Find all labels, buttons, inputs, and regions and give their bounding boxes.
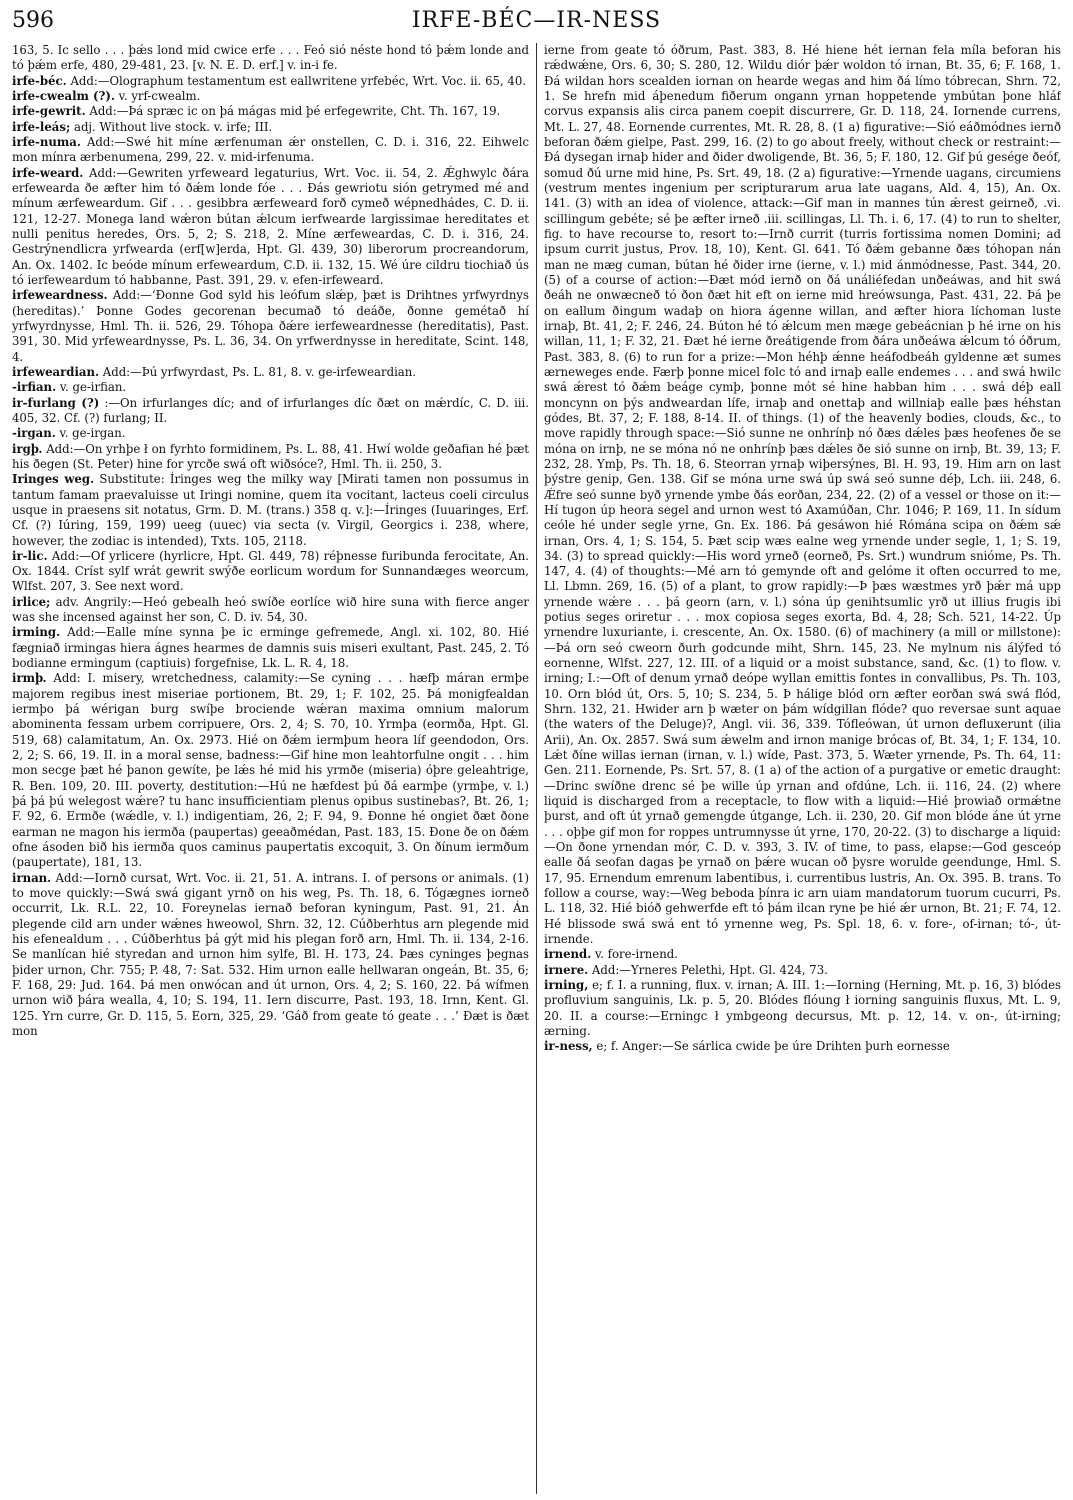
entry-text: Add:—Þá spræc ic on þá mágas mid þé erfegewrite, Cht. Th. 167, 19. xyxy=(89,104,501,119)
entry-headword: irfe-béc. xyxy=(12,73,67,88)
dictionary-entry xyxy=(12,365,529,380)
entry-text: e; f. Anger:—Se sárlica cwide þe úre Drihten þurh eornesse xyxy=(596,1039,950,1054)
entry-text: v. ge-irfian. xyxy=(59,380,127,395)
entry-headword: irgþ. xyxy=(12,441,43,456)
dictionary-entry xyxy=(12,166,529,289)
right-column xyxy=(536,43,1061,1494)
entry-text: adv. Angrily:—Heó gebealh heó swíðe eorlíce wið hire suna with fierce anger was she incensed against her son, C. D. iv. 54, 30. xyxy=(12,594,529,625)
entry-text: :—On irfurlanges díc; and of irfurlanges díc ðæt on mǽrdíc, C. D. iii. 405, 32. Cf. (?) furlang; II. xyxy=(12,395,529,425)
dictionary-entry xyxy=(544,947,1061,962)
entry-text: Add: I. misery, wretchedness, calamity:—Se cyning . . . hæfþ máran ermþe majorem regibus inest miseriae portionem, Bt. 29, 1; F. 102, 25. Þá monigfealdan iermþo þá wérigan burg swíþe brociende wǽran maxima omnium malorum abominenta fessam urbem corripuere, Ors. 2, 4; S. 70, 10. Yrmþa (eormða, Hpt. Gl. 519, 68) calamitatum, An. Ox. 2973. Hié on ðǽm iermþum heora líf geendodon, Ors. 2, 2; S. 66, 19. II. in a moral sense, badness:—Gif hine mon leahtorfulne ongit . . . him mon secge þæt hé þanon gewíte, þe lǽs hé mid his yrmðe (miseria) óþre geleahtrige, R. Ben. 109, 20. III. poverty, destitution:—Hú ne hæfdest þú ðá earmþe (yrmþe, v. l.) þá þá þú welegost wǽre? tu hanc insufficientiam plenus opibus sustinebas?, Bt. 26, 1; F. 92, 6. Ermðe (wǽdle, v. l.) indigentiam, 26, 2; F. 94, 9. Ðonne hé ongiet ðæt ðone earman ne magon his iermða (paupertas) geeaðmédan, Past. 183, 15. Ðone ðe on ðǽm ofne ásoden bið his iermða quos caminus paupertatis excoquit, 3. On ðínum iermðum (paupertate), 181, 13. xyxy=(12,671,529,870)
entry-headword: irlice; xyxy=(12,594,51,609)
entry-headword: irnend. xyxy=(544,947,592,962)
entry-text: Add:—Of yrlicere (hyrlicre, Hpt. Gl. 449, 78) réþnesse furibunda ferocitate, An. Ox. 1844. Críst sylf wrát gewrit swýðe eorlicum wordum for Sunnandæges weorcum, Wlfst. 207, 3. See next word. xyxy=(12,548,529,594)
entry-headword: Iringes weg. xyxy=(12,472,95,487)
dictionary-entry xyxy=(12,442,529,473)
entry-headword: irmþ. xyxy=(12,671,47,686)
dictionary-entry xyxy=(544,963,1061,978)
entry-headword: ir-ness, xyxy=(544,1039,593,1054)
entry-headword: irming. xyxy=(12,625,61,640)
entry-headword: irfe-cwealm (?). xyxy=(12,88,115,103)
dictionary-entry xyxy=(544,43,1061,947)
entry-text: Add:—Yrneres Pelethi, Hpt. Gl. 424, 73. xyxy=(591,962,828,977)
entry-headword: irnan. xyxy=(12,870,52,885)
entry-text: 163, 5. Ic sello . . . þǽs lond mid cwice erfe . . . Feó sió néste hond tó þǽm londe and tó þǽm erfe, 480, 29-481, 23. [v. N. E. D. erf.] v. in-i fe. xyxy=(12,43,529,73)
entry-text: adj. Without live stock. v. irfe; III. xyxy=(73,119,273,134)
entry-headword: irfe-weard. xyxy=(12,165,84,180)
entry-text: Substitute: Íringes weg the milky way [Mirati tamen non possumus in tantum famam praevaluisse ut Iringi nomine, quem ita vocitant, lacteus coeli circulus usque in praesens sit notatus, Grm. D. M. (trans.) 358 q. v.]:—Íringes (Iuuaringes, Erf. Cf. (?) Iúring, 159, 199) ueeg (uuec) via secta (v. Virgil, Georgics i. 238, where, however, the zodiac is intended), Txts. 105, 2118. xyxy=(12,472,530,548)
dictionary-entry xyxy=(12,43,529,74)
entry-text: v. yrf-cwealm. xyxy=(118,88,201,103)
entry-headword: ir-furlang (?) xyxy=(12,395,100,410)
entry-headword: ir-lic. xyxy=(12,548,48,563)
entry-text: Add:—Olographum testamentum est eallwritene yrfebéc, Wrt. Voc. ii. 65, 40. xyxy=(70,73,526,88)
left-column xyxy=(12,43,536,1494)
entry-text: v. fore-irnend. xyxy=(595,947,678,962)
dictionary-entry xyxy=(12,472,529,549)
dictionary-entry xyxy=(12,104,529,119)
entry-headword: irfeweardness. xyxy=(12,288,108,303)
page-header xyxy=(12,0,1061,40)
entry-headword: irfeweardian. xyxy=(12,364,100,379)
dictionary-entry xyxy=(12,396,529,427)
dictionary-entry xyxy=(12,135,529,166)
entry-text: ierne from geate tó óðrum, Past. 383, 8. Hé hiene hét iernan fela míla beforan his rǽdwǽne, Ors. 6, 30; S. 280, 12. Wildu diór þǽr woldon tó irnan, Bt. 35, 6; F. 168, 1. Ðá wildan hors scealden iornan on hearde wegas and him ðá límo tóbrecan, Shrn. 72, 1. Se hrefn mid áþenedum fiðerum ongann yrnan hoppetende ymbútan þone hláf corvus expansis alis circa panem coepit discurrere, Gr. D. 118, 24. Iornende currens, Mt. L. 27, 48. Eornende currentes, Mt. R. 28, 8. (1 a) figurative:—Sió eáðmódnes iernð beforan ðǽm gielpe, Past. 299, 16. (2) to go about freely, without check or restraint:—Ðá dysegan irnaþ hider and ðider dwoligende, Bt. 36, 5; F. 180, 12. Gif þú gesége ðeóf, somud ðú urne mid hine, Ps. Srt. 49, 18. (2 a) figurative:—Yrnende uagans, circumiens (vestrum mentes ingenium per scripturarum arua late uagans, Ald. 4, 15), An. Ox. 141. (3) with an idea of violence, attack:—Gif man in mannes tún ǽrest geirneð, .vi. scillingum gebéte; sé þe æfter irneð .iii. scillingas, Ll. Th. i. 6, 17. (4) to run to shelter, fig. to have recourse to, resort to:—Irnð currit (turris fortissima nomen Domini; ad ipsum currit justus, Prov. 18, 10), Kent. Gl. 641. Tó ðǽm gebanne ðæs tóhopan nán man ne mæg cuman, bútan hé ðider irne (ierne, v. l.) mid ánmódnesse, Past. 344, 20. (5) of a course of action:—Ðæt mód iernð on ðá unáliéfedan unðeáwas, and hit swá ðeáh ne onwæcneð tó ðon ðæt hit eft on ierne mid hreówsunga, Past. 431, 22. Þá þe on eallum ðingum wadaþ on hiora ágenne willan, and æfter hiora líchoman luste irnaþ, Bt. 41, 2; F. 246, 24. Búton hé tó ǽlcum men mæge gebeácnian þ hé irne on his willan, 11, 1; F. 32, 21. Ðæt hé ierne ðreátigende from ðára unðeáwa ǽlcum tó óðrum, Past. 383, 8. (6) to run for a prize:—Mon héhþ ǽnne heáfodbeáh gyldenne æt sumes ærneweges ende. Færþ þonne micel folc tó and irnaþ ealle endemes . . . and swá hwilc swá ǽrest tó ðǽm beáge cymþ, þonne mót sé hine habban him . . . swá déþ eall moncynn on þýs andweardan lífe, irnaþ and onettaþ and willniaþ ealle þæs héhstan gódes, Bt. 37, 2; F. 188, 8-14. II. of things. (1) of the heavenly bodies, clouds, &c., to move rapidly through space:—Sió sunne ne onhrínþ nó ðæs dǽles þæs heofenes ðe se móna on irnþ, ne se móna nó ne onhrínþ þæs dǽles ðe sió sunne on irnþ, Bt. 39, 13; F. 232, 28. Ymþ, Ps. Th. 18, 6. Steorran yrnaþ wiþersýnes, Bl. H. 93, 19. Him arn on last þýstre genip, Gen. 138. Gif se móna urne swá úp swá seó sunne déþ, Lch. iii. 248, 6. Ǽfre seó sunne byð yrnende ymbe ðás eorðan, 234, 22. (2) of a vessel or those on it:—Hí tugon úp heora segel and urnon west tó Axamúðan, Chr. 1046; P. 169, 11. In sídum ceóle hé under segle yrne, Gn. Ex. 186. Þá gesáwon hié Rómána scipa on ðǽm sǽ irnan, Ors. 4, 1; S. 154, 5. Þæt scip wæs ealne weg yrnende under segle, 1, 1; S. 19, 34. (3) to spread quickly:—His word yrneð (eorneð, Ps. Srt.) wundrum snióme, Ps. Th. 147, 4. (4) of thoughts:—Mé arn tó gemynde oft and gelóme it often occurred to me, Ll. Lbmn. 269, 16. (5) of a plant, to grow rapidly:—Þ þæs wæstmes yrð þǽr má upp yrnende wǽre . . . þá georn (arn, v. l.) sóna úp genihtsumlic yrð ut illius frugis ibi potius seges oriretur . . . mox copiosa seges exorta, Bd. 4, 28; Sch. 521, 14-22. Úp yrnendre luxuriante, i. crescente, An. Ox. 1580. (6) of machinery (a mill or millstone):—Þá orn seó cweorn ðurh godcunde miht, Shrn. 145, 23. Ne mylnum nis álýfed tó eornenne, Wlfst. 227, 12. III. of a liquid or a moist substance, sand, &c. (1) to flow. v. irning; I.:—Oft of denum yrnað deópe wyllan emittis fontes in convallibus, Ps. Th. 103, 10. Orn blód út, Ors. 5, 10; S. 234, 5. Þ hálige blód orn æfter eorðan swá swá flód, Shrn. 132, 21. Hwider arn þ wæter on þám wídgillan flóde? quo reversae sunt aquae (the waters of the Deluge)?, Angl. vii. 36, 339. Tófleówan, út urnon defluxerunt (ilia Arii), An. Ox. 2857. Swá sum ǽwelm and irnon manige brócas of, Bt. 34, 1; F. 134, 10. Lǽt ðíne willas iernan (irnan, v. l.) wíde, Past. 373, 5. Wæter yrnende, Ps. Th. 64, 11: Gen. 211. Eornende, Ps. Srt. 57, 8. (1 a) of the action of a purgative or emetic draught:—Drinc swíðne drenc sé þe wille úp yrnan and ofdúne, Lch. ii. 116, 24. (2) where liquid is discharged from a receptacle, to flow with a liquid:—Hié þrowiað ormǽtne þurst, and oft út yrnað gemengde útgange, Lch. ii. 230, 20. Gif mon blóde áne út yrne . . . oþþe gif mon for roppes untrumnysse út yrne, 170, 20-22. (3) to discharge a liquid:—On ðone yrnendan mór, C. D. v. 393, 3. IV. of time, to pass, elapse:—God gesceóp ealle ðá seofan dagas þe yrnað on þǽre wucan oð þysre woruldе geendunge, Hml. S. 17, 95. Ernendum emrenum labentibus, i. currentibus lustris, An. Ox. 395. B. trans. To follow a course, way:—Weg beboda þínra ic arn uiam mandatorum tuorum cucurri, Ps. L. 118, 32. Hié bióð gehwerfde eft tó þám ilcan ryne þe hié ǽr urnon, Bt. 21; F. 74, 12. Hé blissode swá swá ent tó yrnenne weg, Ps. Spl. 18, 6. v. fore-, of-irnan; tó-, út-irnende. xyxy=(544,43,1061,947)
dictionary-entry xyxy=(12,595,529,626)
dictionary-entry xyxy=(12,871,529,1040)
entry-text: Add:—Gewriten yrfeweard legaturius, Wrt. Voc. ii. 54, 2. Ǽghwylc ðára erfewearda ðe æfter him tó ðǽm londe fóe . . . Ðás gewriotu sión getrymed mé and mínum ærfeweardum. Gif . . . gesibbra ærfeweard forð cymeð wépnedhádes, C. D. ii. 121, 12-27. Monega land wǽron bútan ǽlcum ierfwearde largissimae hereditates et nulli penitus heredes, Ors. 5, 2; S. 218, 2. Míne ærfeweardas, C. D. i. 316, 24. Gestrýnendlicra yrfwearda (erf[w]erda, Hpt. Gl. 439, 30) liberorum procreandorum, An. Ox. 1402. Ic beóde mínum erfeweardum, C.D. ii. 132, 15. Wé úre cildru tiochiað ús tó ierfeweardum tó habbanne, Past. 391, 29. v. efen-irfeweard. xyxy=(12,165,529,287)
dictionary-entry xyxy=(12,549,529,595)
entry-text: e; f. I. a running, flux. v. irnan; A. III. 1:—Iorning (Herning, Mt. p. 16, 3) blódes profluvium sanguinis, Lk. p. 5, 20. Blódes flóung ł iorning sanguinis fluxus, Mt. L. 9, 20. II. a course:—Erningc ł ymbgeong decursus, Mt. p. 12, 14. v. on-, út-irning; ærning. xyxy=(544,978,1061,1038)
dictionary-entry xyxy=(12,671,529,870)
entry-headword: -irfian. xyxy=(12,380,57,395)
text-columns xyxy=(12,43,1061,1494)
dictionary-entry xyxy=(12,74,529,89)
dictionary-entry xyxy=(12,120,529,135)
dictionary-entry xyxy=(12,288,529,365)
entry-text: Add:—Swé hit míne ærfenuman ǽr onstellen, C. D. i. 316, 22. Eihwelc mon mínra ærbenumena, 299, 22. v. mid-irfenuma. xyxy=(12,134,529,165)
dictionary-entry xyxy=(12,625,529,671)
entry-text: Add:—Þú yrfwyrdast, Ps. L. 81, 8. v. ge-irfeweardian. xyxy=(102,364,417,379)
dictionary-entry xyxy=(12,380,529,395)
entry-headword: irfe-gewrit. xyxy=(12,104,86,119)
page-number: 596 xyxy=(12,8,54,33)
entry-headword: irnere. xyxy=(544,962,589,977)
entry-headword: irfe-numa. xyxy=(12,134,81,149)
dictionary-entry xyxy=(544,978,1061,1039)
entry-headword: irning, xyxy=(544,978,589,993)
entry-text: Add:—Ealle míne synna þe ic erminge gefremede, Angl. xi. 102, 80. Hié fægniað irmingas hiera ágnes hearmes de damnis suis miseri exultant, Past. 245, 2. Tó bodianne ermingum (captiuis) forgefnise, Lk. L. R. 4, 18. xyxy=(12,625,529,671)
entry-text: Add:—On yrhþe ł on fyrhto formidinem, Ps. L. 88, 41. Hwí wolde geðafian hé þæt his ðegen (St. Peter) hine for yrcðe swá oft wiðsóce?, Hml. Th. ii. 250, 3. xyxy=(12,441,529,471)
entry-headword: irfe-leás; xyxy=(12,119,71,134)
dictionary-entry xyxy=(544,1039,1061,1054)
dictionary-entry xyxy=(12,89,529,104)
running-title: IRFE-BÉC—IR-NESS xyxy=(411,8,662,33)
entry-headword: -irgan. xyxy=(12,426,56,441)
entry-text: Add:—‘Ðonne God syld his leófum slǽp, þæt is Drihtnes yrfwyrdnys (hereditas).’ Þonne Godes gecorenan becumað tó deáðe, ðonne gemétað hí yrfwyrdnysse, Hml. Th. ii. 526, 29. Tóhopa ðǽre ierfeweardnesse (hereditatis), Past. 391, 30. Mid yrfeweardnysse, Ps. L. 36, 34. On yrfwerdnysse in hereditate, Scint. 148, 4. xyxy=(12,288,529,364)
entry-text: v. ge-irgan. xyxy=(59,426,126,441)
dictionary-entry xyxy=(12,426,529,441)
entry-text: Add:—Iornð cursat, Wrt. Voc. ii. 21, 51. A. intrans. I. of persons or animals. (1) to move quickly:—Swá swá gigant yrnð on his weg, Ps. Th. 18, 6. Tógægnes iorneð occurrit, Lk. R.L. 22, 10. Foreynelas iernað beforan kyningum, Past. 91, 21. Án plegende cild arn under wǽnes hweowol, Shrn. 32, 12. Cúðberhtus arn plegende mid his efenealdum . . . Cúðberhtus þá gýt mid his plegan forð arn, Hml. Th. ii. 134, 2-16. Se manlícan hié styredan and urnon him sylfe, Bl. H. 173, 24. Þæs cyninges þegnas þider urnon, Chr. 755; P. 48, 7: Sat. 532. Him urnon ealle hellwaran ongeán, Bt. 35, 6; F. 168, 29: Jud. 164. Þá men onwócan and út urnon, Ors. 4, 2; S. 160, 22. Þá wífmen urnon wið þára wealla, 4, 10; S. 194, 11. Iern discurre, Past. 193, 18. Irnn, Kent. Gl. 125. Yrn curre, Gr. D. 115, 5. Eorn, 325, 29. ‘Gáð from geate tó geate . . .’ Ðæt is ðæt mon xyxy=(12,870,529,1038)
